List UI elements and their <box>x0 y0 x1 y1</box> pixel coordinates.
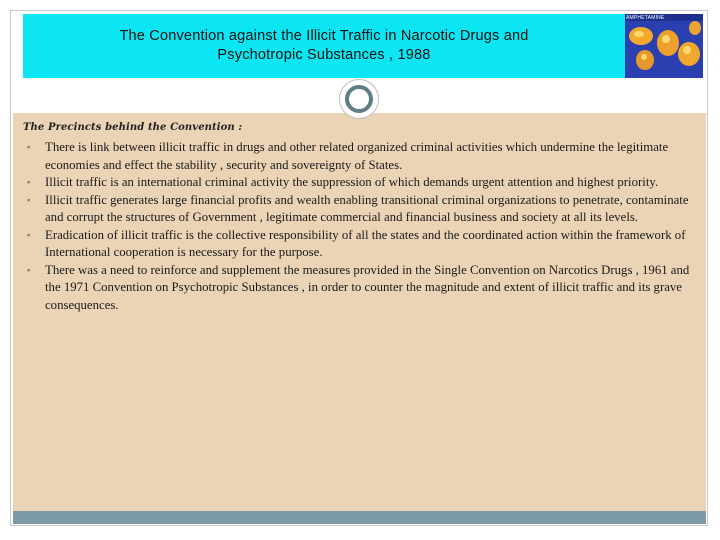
bullet-text: Illicit traffic generates large financial profits and wealth enabling transitional criminal organizations to penetrate, contaminate and corrupt the structures of Government , legitimate commercial and financial business and society at all its levels. <box>45 192 689 224</box>
bullet-text: Eradication of illicit traffic is the collective responsibility of all the states and the coordinated action within the framework of International cooperation is necessary for the purpose. <box>45 227 686 259</box>
bullet-item <box>27 139 695 174</box>
bullet-icon: ▪ <box>27 229 31 240</box>
amphetamine-image <box>625 14 703 78</box>
bullet-icon: ▪ <box>27 142 31 152</box>
amphetamine-thumbnail <box>625 14 703 78</box>
slide-title: The Convention against the Illicit Traffic in Narcotic Drugs and Psychotropic Substances , 1988 <box>119 28 529 63</box>
bullet-item <box>27 227 695 262</box>
bullet-text: Illicit traffic is an international criminal activity the suppression of which demands urgent attention and highest priority. <box>45 175 659 189</box>
title-bar <box>23 14 625 78</box>
bullet-text: There is link between illicit traffic in drugs and other related organized criminal activities which undermine the legitimate economies and effect the stability , security and sovereignty of States. <box>45 140 669 172</box>
ring-ornament-icon <box>339 79 379 119</box>
bullet-icon: ▪ <box>27 194 31 205</box>
thumbnail-label: AMPHETAMINE <box>626 15 665 21</box>
bottom-band <box>13 511 706 524</box>
section-heading: The Precincts behind the Convention : <box>23 122 243 133</box>
bullet-item <box>27 262 695 315</box>
bullet-item <box>27 192 695 227</box>
ring-inner <box>345 85 373 113</box>
bullet-icon: ▪ <box>27 177 31 187</box>
bullet-list <box>27 139 695 314</box>
bullet-item <box>27 174 695 192</box>
bullet-icon: ▪ <box>27 264 31 275</box>
bullet-text: There was a need to reinforce and supplement the measures provided in the Single Convention on Narcotics Drugs , 1961 and the 1971 Convention on Psychotropic Substances , in order to counter the magnitude and extent of illicit traffic and its grave consequences. <box>45 262 690 312</box>
